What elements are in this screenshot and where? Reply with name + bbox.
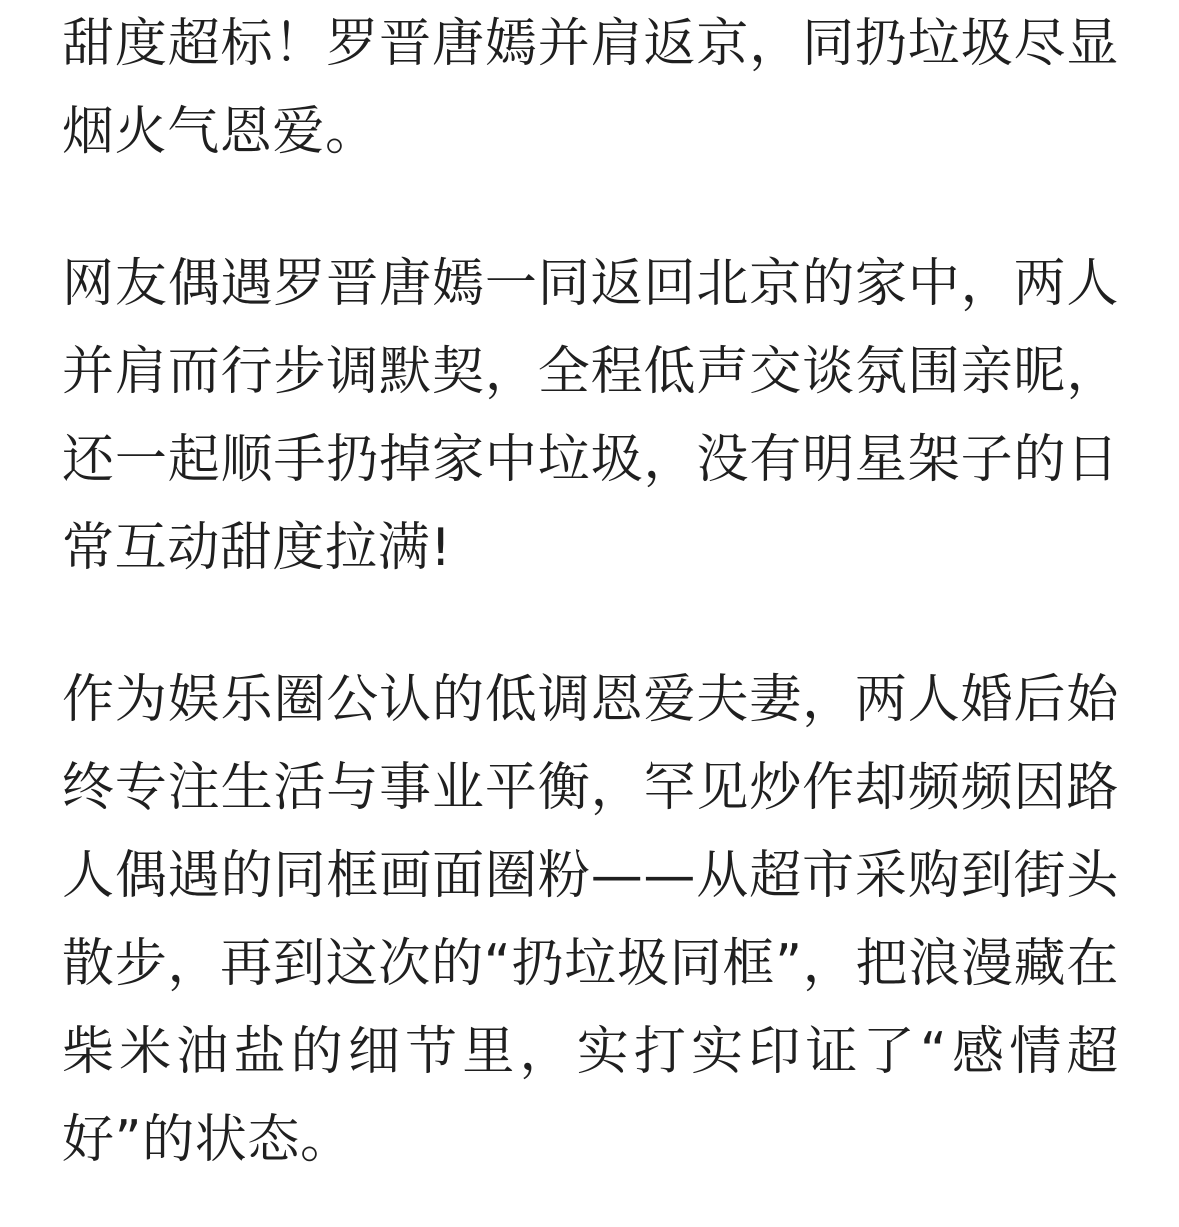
article-paragraph: 网友偶遇罗晋唐嫣一同返回北京的家中，两人并肩而行步调默契，全程低声交谈氛围亲昵，还一起顺手扔掉家中垃圾，没有明星架子的日常互动甜度拉满! bbox=[62, 254, 1119, 578]
article-headline-paragraph: 甜度超标！罗晋唐嫣并肩返京，同扔垃圾尽显烟火气恩爱。 bbox=[62, 14, 1119, 162]
article-paragraph: 作为娱乐圈公认的低调恩爱夫妻，两人婚后始终专注生活与事业平衡，罕见炒作却频频因路人偶遇的同框画面圈粉——从超市采购到街头散步，再到这次的“扔垃圾同框”，把浪漫藏在柴米油盐的细节里，实打实印证了“感情超好”的状态。 bbox=[62, 670, 1119, 1170]
